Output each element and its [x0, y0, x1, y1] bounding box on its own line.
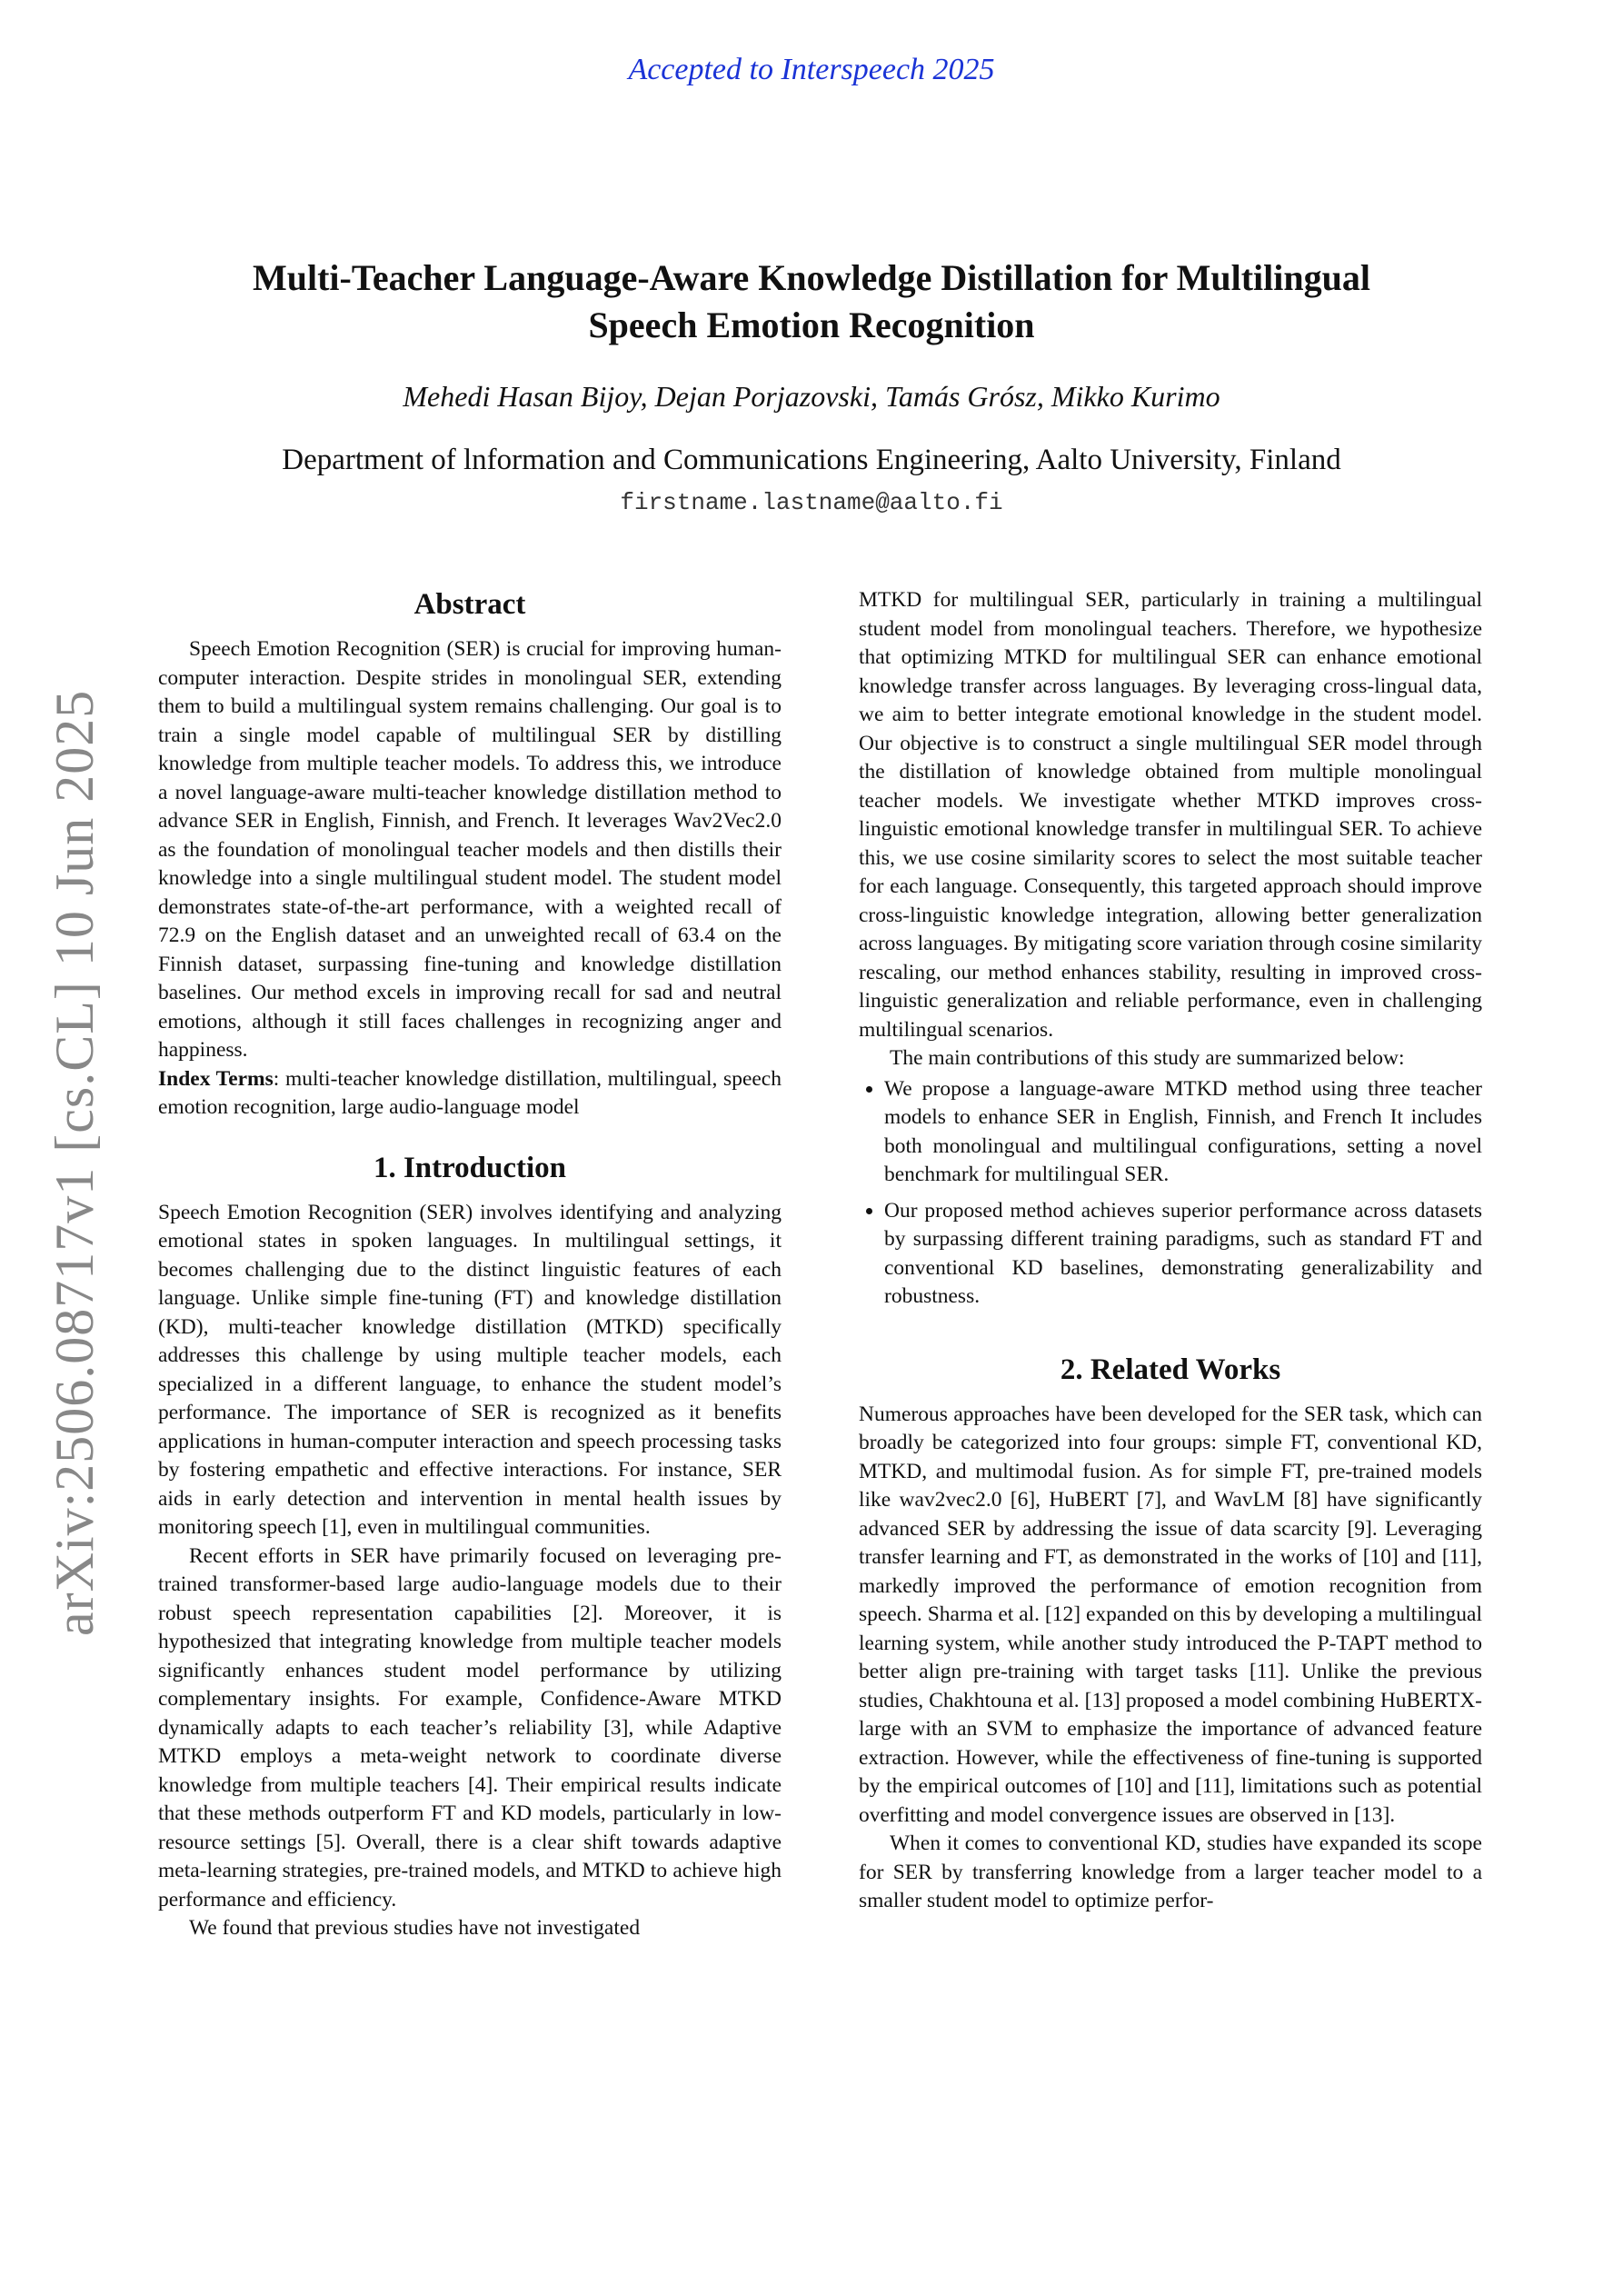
intro-paragraph-2: Recent efforts in SER have primarily focused on leveraging pre-trained transformer-based large audio-language models due to their robust speech representation capabilities [2]. Moreover, it is hypothesized that integrating knowledge from multiple teacher models significantly enhances student model performance by utilizing complementary insights. For example, Confidence-Aware MTKD dynamically adapts to each teacher’s reliability [3], while Adaptive MTKD employs a meta-weight network to coordinate diverse knowledge from multiple teachers [4]. Their empirical results indicate that these methods outperform FT and KD models, particularly in low-resource settings [5]. Overall, there is a clear shift towards adaptive meta-learning strategies, pre-trained models, and MTKD to achieve high performance and efficiency.	[158, 1543, 782, 1912]
author-list: Mehedi Hasan Bijoy, Dejan Porjazovski, Tamás Grósz, Mikko Kurimo	[403, 380, 1220, 413]
abstract-text: Speech Emotion Recognition (SER) is crucial for improving human-computer interaction. Despite strides in monolingual SER, extending them to build a multilingual system remains challenging. Our goal is to train a single model capable of multilingual SER by distilling knowledge from multiple teacher models. To address this, we introduce a novel language-aware multi-teacher knowledge distillation method to advance SER in English, Finnish, and French. It leverages Wav2Vec2.0 as the foundation of monolingual teacher models and then distills their knowledge into a single multilingual student model. The student model demonstrates state-of-the-art performance, with a weighted recall of 72.9 on the English dataset and an unweighted recall of 63.4 on the Finnish dataset, surpassing fine-tuning and knowledge distillation baselines. Our method excels in improving recall for sad and neutral emotions, although it still faces challenges in recognizing anger and happiness.	[158, 637, 782, 1062]
paper-title	[182, 255, 1441, 349]
index-terms	[158, 1065, 782, 1123]
abstract-heading: Abstract	[413, 588, 526, 621]
related-paragraph-2: When it comes to conventional KD, studies have expanded its scope for SER by transferring knowledge from a larger teacher model to a smaller student model to optimize perfor-	[859, 1832, 1482, 1912]
intro-paragraph-3: We found that previous studies have not investigated	[189, 1916, 641, 1940]
intro-paragraph-4: The main contributions of this study are summarized below:	[890, 1046, 1405, 1070]
acceptance-note: Accepted to Interspeech 2025	[628, 53, 995, 86]
index-terms-text: : multi-teacher knowledge distillation, multilingual, speech emotion recognition, large audio-language model	[158, 1066, 782, 1119]
list-item: • Our proposed method achieves superior performance across datasets by surpassing different training paradigms, such as standard FT and conventional KD baselines, demonstrating generalizability and robustness.	[884, 1197, 1482, 1312]
intro-paragraph-1: Speech Emotion Recognition (SER) involves identifying and analyzing emotional states in spoken languages. In multilingual settings, it becomes challenging due to the distinct linguistic features of each language. Unlike simple fine-tuning (FT) and knowledge distillation (KD), multi-teacher knowledge distillation (MTKD) specifically addresses this challenge by using multiple teacher models, each specialized in a different language, to enhance the student model’s performance. The importance of SER is recognized as it benefits applications in human-computer interaction and speech processing tasks by fostering empathetic and effective interactions. For instance, SER aids in early detection and intervention in mental health issues by monitoring speech [1], even in multilingual communities.	[158, 1200, 782, 1539]
contribution-list	[859, 1075, 1482, 1312]
right-column	[859, 586, 1482, 1916]
title-line-1: Multi-Teacher Language-Aware Knowledge Distillation for Multilingual	[253, 257, 1370, 298]
author-email: firstname.lastname@aalto.fi	[620, 489, 1003, 516]
introduction-heading: 1. Introduction	[373, 1151, 567, 1184]
index-terms-label: Index Terms	[158, 1066, 274, 1091]
left-column	[158, 586, 782, 1943]
affiliation: Department of lnformation and Communications Engineering, Aalto University, Finland	[282, 444, 1341, 476]
related-works-heading: 2. Related Works	[1060, 1353, 1281, 1386]
title-line-2: Speech Emotion Recognition	[588, 304, 1035, 345]
arxiv-identifier: arXiv:2506.08717v1 [cs.CL] 10 Jun 2025	[45, 689, 105, 1636]
related-paragraph-1: Numerous approaches have been developed for the SER task, which can broadly be categorized into four groups: simple FT, conventional KD, MTKD, and multimodal fusion. As for simple FT, pre-trained models like wav2vec2.0 [6], HuBERT [7], and WavLM [8] have significantly advanced SER by addressing the issue of data scarcity [9]. Leveraging transfer learning and FT, as demonstrated in the works of [10] and [11], markedly improved the performance of emotion recognition from speech. Sharma et al. [12] expanded on this by developing a multilingual learning system, while another study introduced the P-TAPT method to better align pre-training with target tasks [11]. Unlike the previous studies, Chakhtouna et al. [13] proposed a model combining HuBERTX-large with an SVM to emphasize the importance of advanced feature extraction. However, while the effectiveness of fine-tuning is supported by the empirical outcomes of [10] and [11], limitations such as potential overfitting and model convergence issues are observed in [13].	[859, 1402, 1482, 1827]
list-item: • We propose a language-aware MTKD method using three teacher models to enhance SER in English, Finnish, and French It includes both monolingual and multilingual configurations, setting a novel benchmark for multilingual SER.	[884, 1075, 1482, 1190]
intro-paragraph-3-continued: MTKD for multilingual SER, particularly in training a multilingual student model from monolingual teachers. Therefore, we hypothesize that optimizing MTKD for multilingual SER can enhance emotional knowledge transfer across languages. By leveraging cross-lingual data, we aim to better integrate emotional knowledge in the student model. Our objective is to construct a single multilingual SER model through the distillation of knowledge obtained from multiple monolingual teacher models. We investigate whether MTKD improves cross-linguistic emotional knowledge transfer in multilingual SER. To achieve this, we use cosine similarity scores to select the most suitable teacher for each language. Consequently, this targeted approach should improve cross-linguistic knowledge integration, allowing better generalization across languages. By mitigating score variation through cosine similarity rescaling, our method enhances stability, resulting in improved cross-linguistic generalization and reliable performance, even in challenging multilingual scenarios.	[859, 588, 1482, 1042]
